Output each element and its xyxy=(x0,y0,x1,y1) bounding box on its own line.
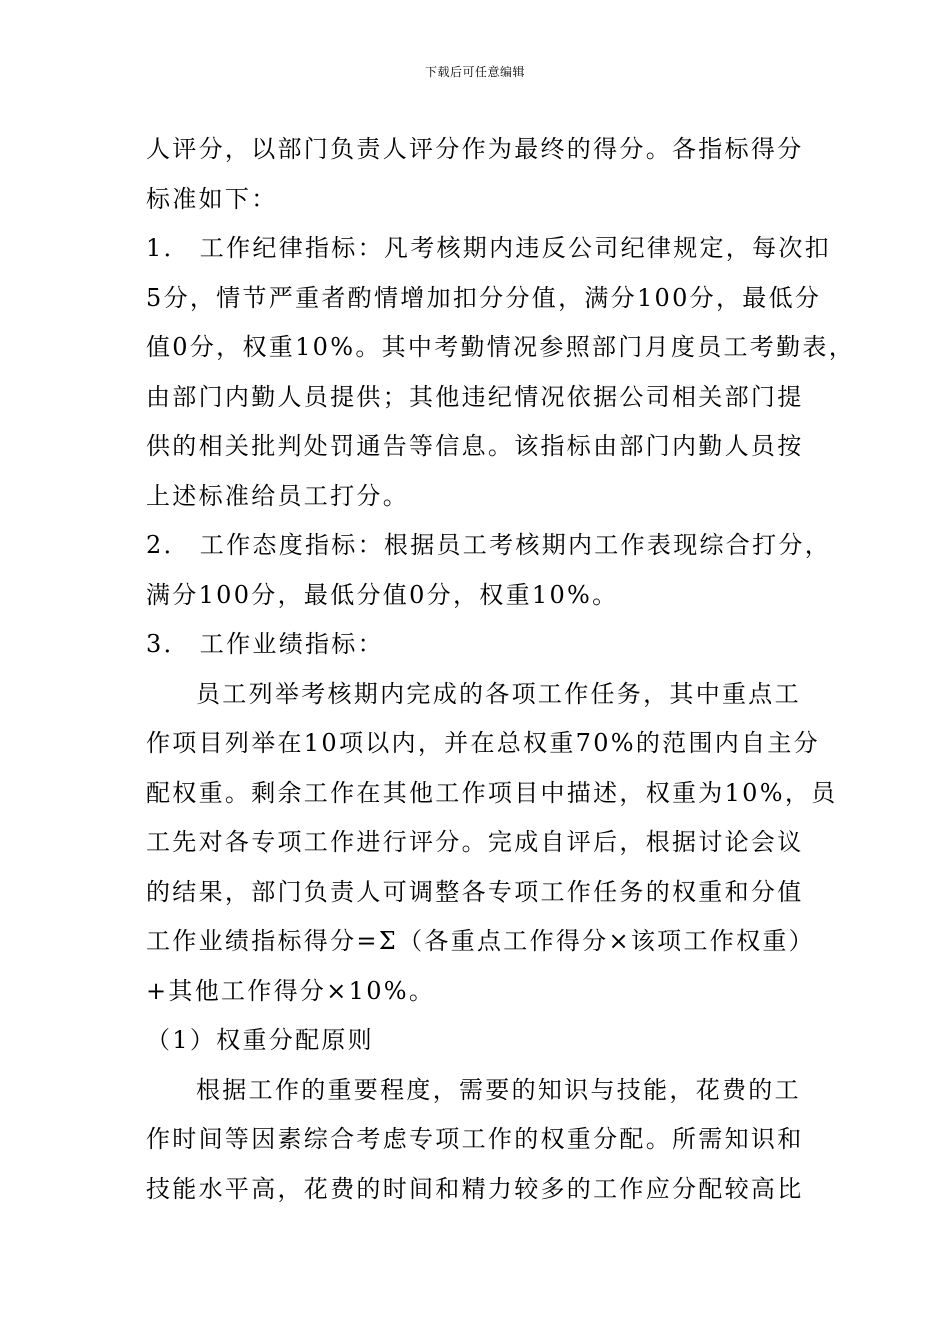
document-body xyxy=(146,125,856,1214)
body-line: 由部门内勤人员提供；其他违纪情况依据公司相关部门提 xyxy=(146,382,804,411)
section-heading: （1）权重分配原则 xyxy=(146,1026,374,1054)
list-item-attitude: 2． 工作态度指标：根据员工考核期内工作表现综合打分， xyxy=(146,531,831,559)
formula-line: +其他工作得分×10%。 xyxy=(146,976,436,1005)
body-line: 上述标准给员工打分。 xyxy=(146,481,409,510)
body-line: 满分100分，最低分值0分，权重10%。 xyxy=(146,580,619,609)
body-line: 配权重。剩余工作在其他工作项目中描述，权重为10%，员 xyxy=(146,778,838,807)
body-line: 人评分，以部门负责人评分作为最终的得分。各指标得分 xyxy=(146,135,804,163)
body-line: 标准如下： xyxy=(146,184,278,213)
body-line: 5分，情节严重者酌情增加扣分分值，满分100分，最低分 xyxy=(146,283,822,312)
list-item-performance: 3． 工作业绩指标： xyxy=(146,630,384,658)
paragraph-start: 根据工作的重要程度，需要的知识与技能，花费的工 xyxy=(196,1075,801,1104)
list-item-discipline: 1． 工作纪律指标：凡考核期内违反公司纪律规定，每次扣 xyxy=(146,234,831,262)
paragraph-start: 员工列举考核期内完成的各项工作任务，其中重点工 xyxy=(196,679,801,708)
page-header: 下载后可任意编辑 xyxy=(424,65,525,79)
body-line: 供的相关批判处罚通告等信息。该指标由部门内勤人员按 xyxy=(146,432,804,460)
formula-line: 工作业绩指标得分=Σ（各重点工作得分×该项工作权重） xyxy=(146,927,815,955)
body-line: 作项目列举在10项以内，并在总权重70%的范围内自主分 xyxy=(146,729,820,757)
body-line: 技能水平高，花费的时间和精力较多的工作应分配较高比 xyxy=(146,1174,804,1203)
body-line: 工先对各专项工作进行评分。完成自评后，根据讨论会议 xyxy=(146,828,804,856)
body-line: 值0分，权重10%。其中考勤情况参照部门月度员工考勤表， xyxy=(146,333,856,361)
body-line: 作时间等因素综合考虑专项工作的权重分配。所需知识和 xyxy=(146,1125,804,1153)
body-line: 的结果，部门负责人可调整各专项工作任务的权重和分值 xyxy=(146,877,804,906)
